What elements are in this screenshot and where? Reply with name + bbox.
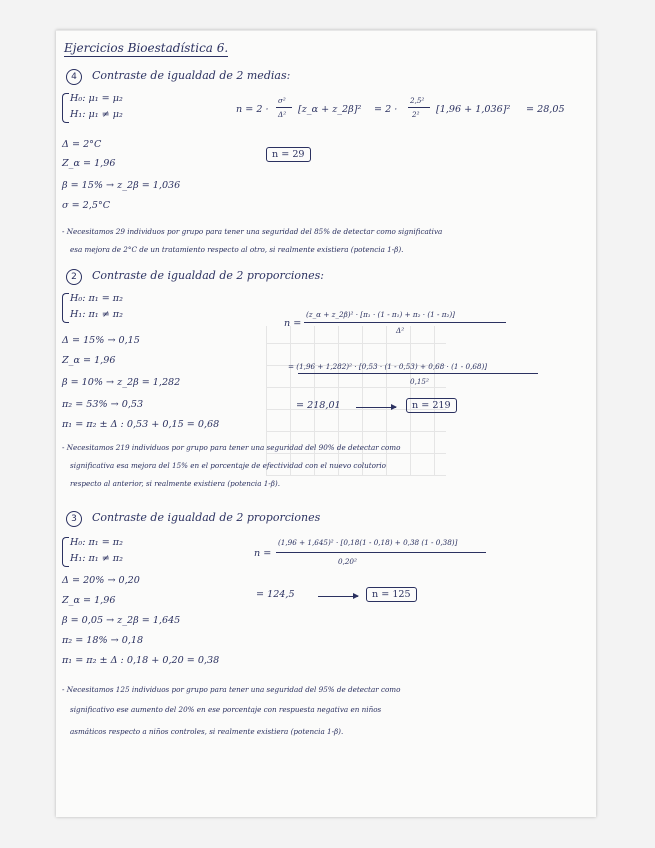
fraction-bar <box>276 107 292 108</box>
arrow-icon <box>356 407 396 408</box>
exercise-2-h0: H₀: π₁ = π₂ <box>70 293 123 304</box>
exercise-3-formula-denominator: 0,20² <box>338 557 357 566</box>
exercise-1-number: 4 <box>66 69 82 85</box>
exercise-1-z-alpha: Z_α = 1,96 <box>62 158 116 169</box>
exercise-1-conclusion-line-2: esa mejora de 2°C de un tratamiento respecto al otro, si realmente existiera (potencia 1-β). <box>70 245 404 254</box>
fraction-bar <box>304 322 506 323</box>
exercise-2-h1: H₁: π₁ ≠ π₂ <box>70 309 123 320</box>
page-title: Ejercicios Bioestadística 6. <box>64 41 229 55</box>
exercise-1-frac2-den: 2² <box>412 110 420 119</box>
exercise-3-conclusion-line-3: asmáticos respecto a niños controles, si realmente existiera (potencia 1-β). <box>70 727 344 736</box>
exercise-3-formula-numerator: (1,96 + 1,645)² · [0,18(1 - 0,18) + 0,38 (1 - 0,38)] <box>278 538 458 547</box>
exercise-1-heading: Contraste de igualdad de 2 medias: <box>92 69 291 82</box>
exercise-1-frac1-den: Δ² <box>278 110 287 119</box>
exercise-2-formula-numerator: (z_α + z_2β)² · [π₁ · (1 - π₁) + π₂ · (1 - π₂)] <box>306 310 455 319</box>
exercise-1-formula-prefix: n = 2 · <box>236 104 269 115</box>
exercise-3-result: = 124,5 <box>256 589 295 600</box>
exercise-1-delta: Δ = 2°C <box>62 139 102 150</box>
exercise-1-boxed-result: n = 29 <box>266 147 311 162</box>
exercise-1-beta: β = 15% → z_2β = 1,036 <box>62 180 181 191</box>
exercise-3-pi1: π₁ = π₂ ± Δ : 0,18 + 0,20 = 0,38 <box>62 655 220 666</box>
exercise-2-conclusion-line-1: - Necesitamos 219 individuos por grupo para tener una seguridad del 90% de detectar como <box>62 443 401 452</box>
exercise-1-frac2-num: 2,5² <box>410 96 425 105</box>
exercise-3-number: 3 <box>66 511 82 527</box>
exercise-3-h0: H₀: π₁ = π₂ <box>70 537 123 548</box>
exercise-1-bracket1: [z_α + z_2β]² <box>298 104 362 115</box>
exercise-1-result: = 28,05 <box>526 104 565 115</box>
exercise-1-conclusion-line-1: - Necesitamos 29 individuos por grupo para tener una seguridad del 85% de detectar como significativa <box>62 227 443 236</box>
exercise-3-delta: Δ = 20% → 0,20 <box>62 575 140 586</box>
exercise-1-sigma: σ = 2,5°C <box>62 200 111 211</box>
exercise-3-pi2: π₂ = 18% → 0,18 <box>62 635 144 646</box>
exercise-1-h1: H₁: μ₁ ≠ μ₂ <box>70 109 123 120</box>
fraction-bar <box>298 373 538 374</box>
exercise-3-formula-lhs: n = <box>254 548 272 559</box>
exercise-2-z-alpha: Z_α = 1,96 <box>62 355 116 366</box>
hypotheses-brace <box>62 93 69 123</box>
exercise-2-heading: Contraste de igualdad de 2 proporciones: <box>92 269 324 282</box>
exercise-3-z-alpha: Z_α = 1,96 <box>62 595 116 606</box>
exercise-3-conclusion-line-2: significativo ese aumento del 20% en ese porcentaje con respuesta negativa en niños <box>70 705 382 714</box>
fraction-bar <box>408 107 430 108</box>
exercise-2-pi1: π₁ = π₂ ± Δ : 0,53 + 0,15 = 0,68 <box>62 419 220 430</box>
exercise-3-conclusion-line-1: - Necesitamos 125 individuos por grupo para tener una seguridad del 95% de detectar como <box>62 685 401 694</box>
exercise-2-beta: β = 10% → z_2β = 1,282 <box>62 377 181 388</box>
exercise-2-conclusion-line-2: significativa esa mejora del 15% en el porcentaje de efectividad con el nuevo colutorio <box>70 461 386 470</box>
exercise-2-result: = 218,01 <box>296 400 341 411</box>
notebook-page <box>56 30 596 817</box>
exercise-1-h0: H₀: μ₁ = μ₂ <box>70 93 123 104</box>
exercise-1-bracket2: [1,96 + 1,036]² <box>436 104 511 115</box>
exercise-3-boxed-result: n = 125 <box>366 587 417 602</box>
arrow-icon <box>318 596 358 597</box>
exercise-2-delta: Δ = 15% → 0,15 <box>62 335 140 346</box>
exercise-3-h1: H₁: π₁ ≠ π₂ <box>70 553 123 564</box>
exercise-2-formula-lhs: n = <box>284 318 302 329</box>
exercise-2-boxed-result: n = 219 <box>406 398 457 413</box>
exercise-2-conclusion-line-3: respecto al anterior, si realmente existiera (potencia 1-β). <box>70 479 281 488</box>
exercise-2-substitution-numerator: = (1,96 + 1,282)² · [0,53 · (1 - 0,53) + 0,68 · (1 - 0,68)] <box>288 362 488 371</box>
exercise-3-heading: Contraste de igualdad de 2 proporciones <box>92 511 321 524</box>
exercise-2-number: 2 <box>66 269 82 285</box>
exercise-2-substitution-denominator: 0,15² <box>410 377 429 386</box>
exercise-1-eq2-prefix: = 2 · <box>374 104 398 115</box>
exercise-1-frac1-num: σ² <box>278 96 286 105</box>
exercise-2-pi2: π₂ = 53% → 0,53 <box>62 399 144 410</box>
hypotheses-brace <box>62 537 69 567</box>
exercise-2-formula-denominator: Δ² <box>396 326 405 335</box>
fraction-bar <box>276 552 486 553</box>
exercise-3-beta: β = 0,05 → z_2β = 1,645 <box>62 615 181 626</box>
hypotheses-brace <box>62 293 69 323</box>
